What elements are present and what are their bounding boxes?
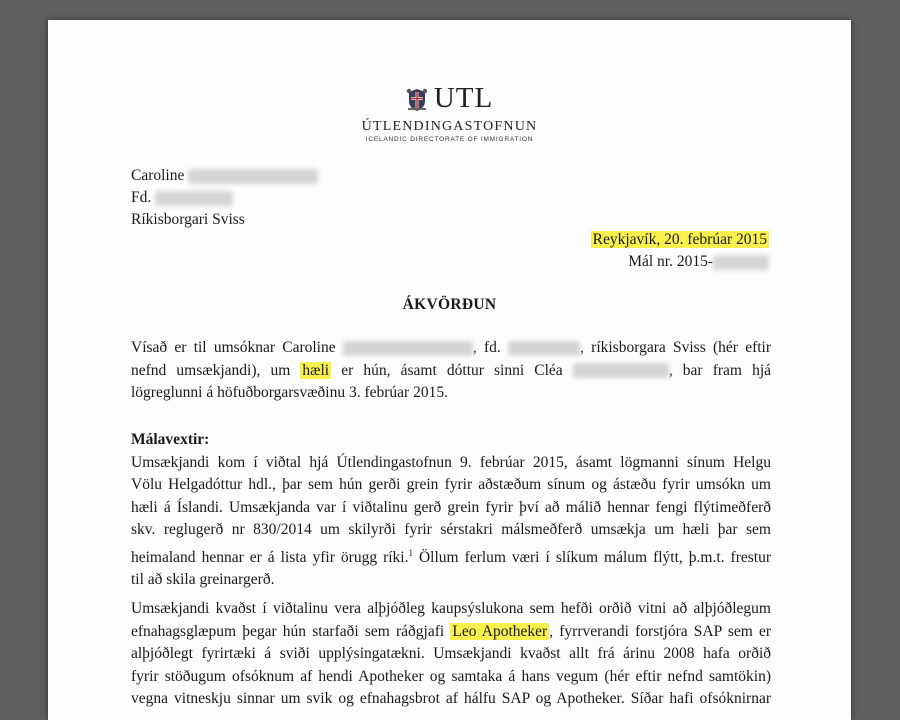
logo-abbreviation: UTL <box>433 82 494 114</box>
logo-agency-subtitle: ICELANDIC DIRECTORATE OF IMMIGRATION <box>365 135 534 143</box>
intro-paragraph: Vísað er til umsóknar Caroline , fd. , ríkisborgara Sviss (hér eftir nefnd umsækjandi), um hæli er hún, ásamt dóttur sinni Cléa , bar fram hjá lögreglunni á höfuðborgarsvæðinu 3. febrúar 2015. <box>131 339 772 401</box>
facts-heading: Málavextir: <box>131 431 210 448</box>
address-dob-line: Fd. <box>131 189 233 207</box>
document-page <box>48 20 851 720</box>
second-paragraph: Umsækjandi kvaðst í viðtalinu vera alþjóðleg kaupsýslukona sem hefði orðið vitni að alþjóðlegum efnahagsglæpum þegar hún starfaði sem ráðgjafi Leo Apotheker , fyrrverandi forstjóra SAP sem er alþjóðlegt fyrirtæki á sviði upplýsingatækni. Umsækjandi kvaðst allt frá árinu 2008 hafa orðið fyrir stöðugum ofsóknum af hendi Apotheker og samtaka á hans vegum (hér eftir nefnd samtökin) vegna vitneskju sinnar um svik og efnahagsbrot af hálfu SAP og Apotheker. Síðar hafi ofsóknirnar <box>131 600 772 707</box>
coat-of-arms-icon <box>406 86 428 112</box>
document-title: ÁKVÖRÐUN <box>402 296 497 313</box>
case-number: Mál nr. 2015- <box>628 253 769 271</box>
place-date: Reykjavík, 20. febrúar 2015 <box>592 231 767 248</box>
address-citizenship: Ríkisborgari Sviss <box>131 211 245 228</box>
redacted-case-suffix <box>713 255 769 270</box>
redacted-surname <box>188 169 318 184</box>
redacted-dob <box>155 191 233 206</box>
address-name-line: Caroline <box>131 167 318 185</box>
logo <box>48 82 851 143</box>
facts-section: Málavextir: Umsækjandi kom í viðtal hjá Útlendingastofnun 9. febrúar 2015, ásamt lögmanni sínum Helgu Völu Helgadóttur hdl., þar sem hún gerði grein fyrir aðstæðum sínum og ástæðu fyrir umsókn um hæli á Íslandi. Umsækjanda var í viðtalinu gerð grein fyrir því að málið hennar fengi flýtimeðferð skv. reglugerð nr 830/2014 um skilyrði fyrir sérstakri málsmeðferð umsækja um hæli þar sem heimaland hennar er á lista yfir örugg ríki.$^1$ Öllum ferlum væri í slíkum málum flýtt, þ.m.t. frestur til að skila greinargerð. <box>131 431 771 588</box>
logo-agency-name: ÚTLENDINGASTOFNUN <box>361 118 538 134</box>
